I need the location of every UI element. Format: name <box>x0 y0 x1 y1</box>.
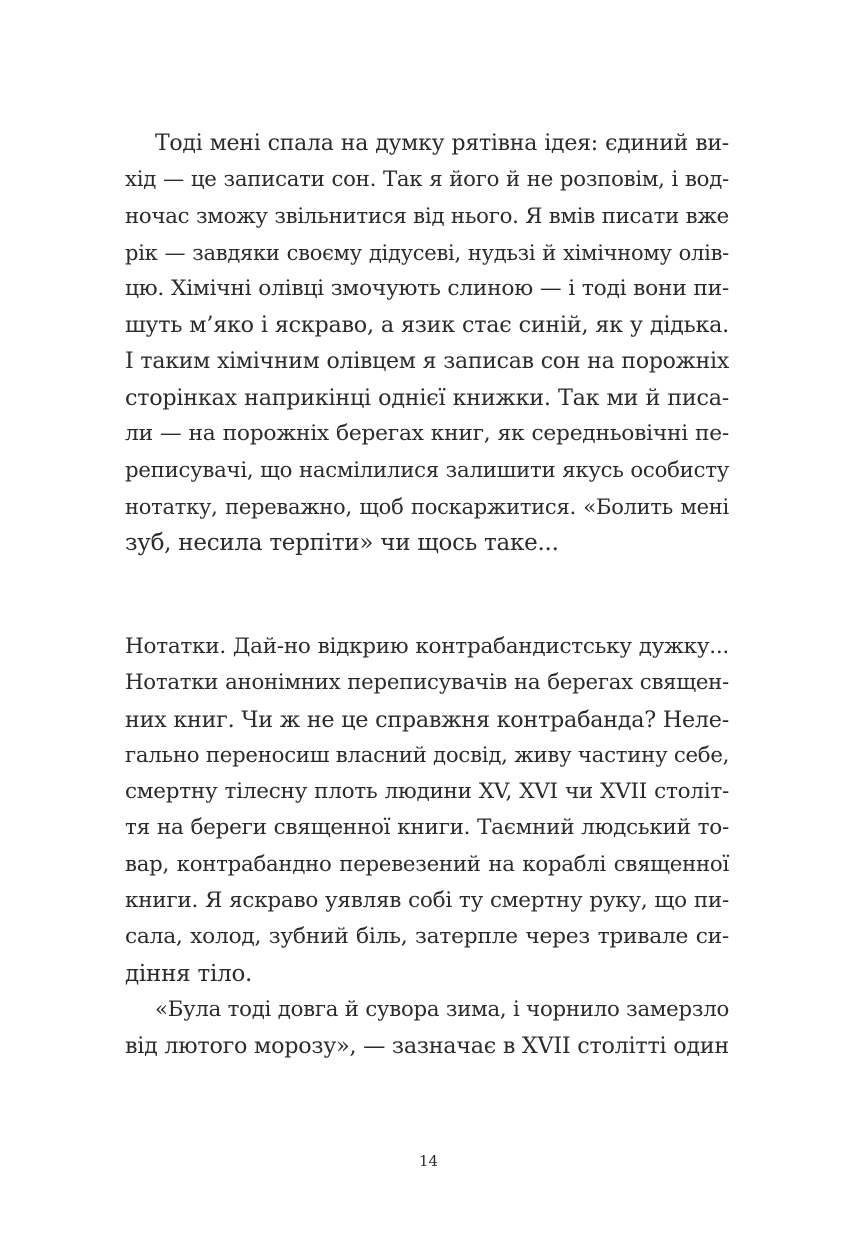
text-line: гально переносиш власний досвід, живу частину себе, <box>125 742 730 768</box>
text-line: сала, холод, зубний біль, затерпле через тривале си- <box>125 924 729 950</box>
text-line: книги. Я яскраво уявляв собі ту смертну руку, що пи- <box>125 888 729 914</box>
text-block-bottom <box>125 629 729 1065</box>
text-line: І таким хімічним олівцем я записав сон на порожніх <box>125 348 729 374</box>
text-line: цю. Хімічні олівці змочують слиною — і тоді вони пи- <box>125 276 729 302</box>
text-line: сторінках наприкінці однієї книжки. Так ми й писа- <box>125 385 729 412</box>
text-line: нотатку, переважно, щоб поскаржитися. «Болить мені <box>125 494 729 519</box>
text-line: тя на береги священної книги. Таємний людський то- <box>125 815 729 841</box>
text-line: рік — завдяки своєму дідусеві, нудьзі й хімічному олів- <box>125 240 729 265</box>
text-line: ночас зможу звільнитися від нього. Я вмів писати вже <box>125 203 729 229</box>
paragraph-notes-smuggling <box>125 629 729 992</box>
text-line: хід — це записати сон. Так я його й не розповім, і вод- <box>125 167 729 193</box>
paragraph-winter-quote <box>125 992 729 1065</box>
text-line: діння тіло. <box>125 960 253 987</box>
text-line: Тоді мені спала на думку рятівна ідея: єдиний ви- <box>155 131 729 156</box>
text-line: них книг. Чи ж не це справжня контрабанда? Неле- <box>125 706 729 733</box>
text-line: Нотатки анонімних переписувачів на берегах священ- <box>125 670 729 696</box>
text-line: смертну тілесну плоть людини XV, XVI чи XVII століт- <box>125 779 729 805</box>
text-line: вар, контрабандно перевезений на кораблі священної <box>125 851 729 877</box>
text-line: шуть м’яко і яскраво, а язик стає синій, як у дідька. <box>125 312 729 339</box>
text-line: Нотатки. Дай-но відкрию контрабандистську дужку... <box>125 634 729 659</box>
page-number: 14 <box>418 1152 439 1170</box>
text-block-top <box>125 126 729 562</box>
text-line: від лютого морозу», — зазначає в XVII столітті один <box>125 1033 729 1060</box>
text-line: зуб, несила терпіти» чи щось таке... <box>125 530 559 557</box>
text-line: ли — на порожніх берегах книг, як середньовічні пе- <box>125 421 729 447</box>
paragraph-dream-writing <box>125 126 729 562</box>
text-line: реписувачі, що насмілилися залишити якусь особисту <box>125 457 729 483</box>
text-line: «Була тоді довга й сувора зима, і чорнило замерзло <box>155 996 729 1022</box>
